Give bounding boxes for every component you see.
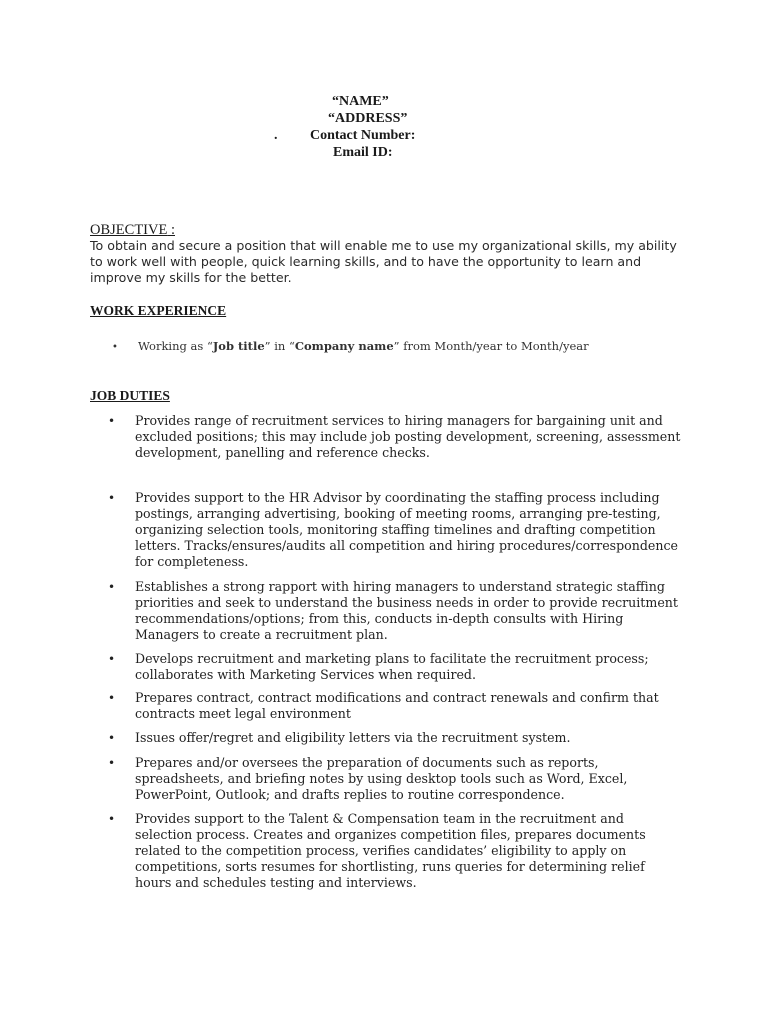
- stray-dot: .: [274, 128, 278, 143]
- list-item: [108, 690, 688, 722]
- work-suffix: ” from Month/year to Month/year: [393, 339, 589, 353]
- work-mid: ” in “: [264, 339, 295, 353]
- duty-text: Provides support to the HR Advisor by coordinating the staffing process including postings, arranging advertising, booking of meeting rooms, arranging pre-testing, organizing selection tools, monitoring staffing timelines and drafting competition letters. Tracks/ensures/audits all competition and hiring procedures/correspondence for completeness.: [135, 490, 678, 569]
- list-item: [108, 651, 688, 683]
- bullet-icon: •: [108, 414, 116, 428]
- address-placeholder: “ADDRESS”: [328, 111, 408, 126]
- duty-text: Provides support to the Talent & Compensation team in the recruitment and selection process. Creates and organizes competition files, prepares documents related to the competition process, verifies candidates’ eligibility to apply on competitions, sorts resumes for shortlisting, runs queries for determining relief hours and schedules testing and interviews.: [135, 811, 646, 890]
- contact-number-label: Contact Number:: [310, 128, 416, 143]
- duty-text: Provides range of recruitment services to hiring managers for bargaining unit and excluded positions; this may include job posting development, screening, assessment development, panelling and reference checks.: [135, 413, 681, 460]
- bullet-icon: •: [108, 812, 116, 826]
- bullet-icon: •: [108, 756, 116, 770]
- bullet-icon: •: [108, 491, 116, 505]
- duty-text: Establishes a strong rapport with hiring managers to understand strategic staffing priorities and seek to understand the business needs in order to provide recruitment recommendations/options; from this, conducts in-depth consults with Hiring Managers to create a recruitment plan.: [135, 579, 678, 642]
- bullet-icon: •: [112, 342, 118, 353]
- work-prefix: Working as “: [138, 339, 213, 353]
- list-item: [108, 755, 688, 803]
- bullet-icon: •: [108, 652, 116, 666]
- list-item: [108, 413, 688, 461]
- company-name-placeholder: Company name: [294, 339, 394, 353]
- duty-text: Prepares contract, contract modifications and contract renewals and confirm that contracts meet legal environment: [135, 690, 659, 721]
- objective-heading-text: OBJECTIVE: [90, 222, 168, 238]
- duty-text: Issues offer/regret and eligibility letters via the recruitment system.: [135, 730, 571, 745]
- name-placeholder: “NAME”: [332, 94, 389, 109]
- list-item: [108, 730, 688, 746]
- duty-text: Develops recruitment and marketing plans to facilitate the recruitment process; collaborates with Marketing Services when required.: [135, 651, 649, 682]
- objective-heading: [90, 222, 175, 239]
- job-duties-heading: JOB DUTIES: [90, 388, 170, 403]
- objective-text: To obtain and secure a position that will enable me to use my organizational skills, my ability to work well with people, quick learning skills, and to have the opportunity to learn and improve my skills for the better.: [90, 238, 677, 285]
- list-item: [108, 579, 688, 643]
- bullet-icon: •: [108, 731, 116, 745]
- list-item: [108, 811, 688, 891]
- work-experience-heading: WORK EXPERIENCE: [90, 303, 227, 318]
- email-id-label: Email ID:: [333, 145, 393, 160]
- objective-heading-colon: :: [167, 222, 175, 238]
- duty-text: Prepares and/or oversees the preparation of documents such as reports, spreadsheets, and briefing notes by using desktop tools such as Word, Excel, PowerPoint, Outlook; and drafts replies to routine correspondence.: [135, 755, 628, 802]
- bullet-icon: •: [108, 580, 116, 594]
- list-item: [108, 490, 688, 570]
- job-title-placeholder: Job title: [212, 339, 265, 353]
- work-experience-item: [112, 339, 712, 353]
- bullet-icon: •: [108, 691, 116, 705]
